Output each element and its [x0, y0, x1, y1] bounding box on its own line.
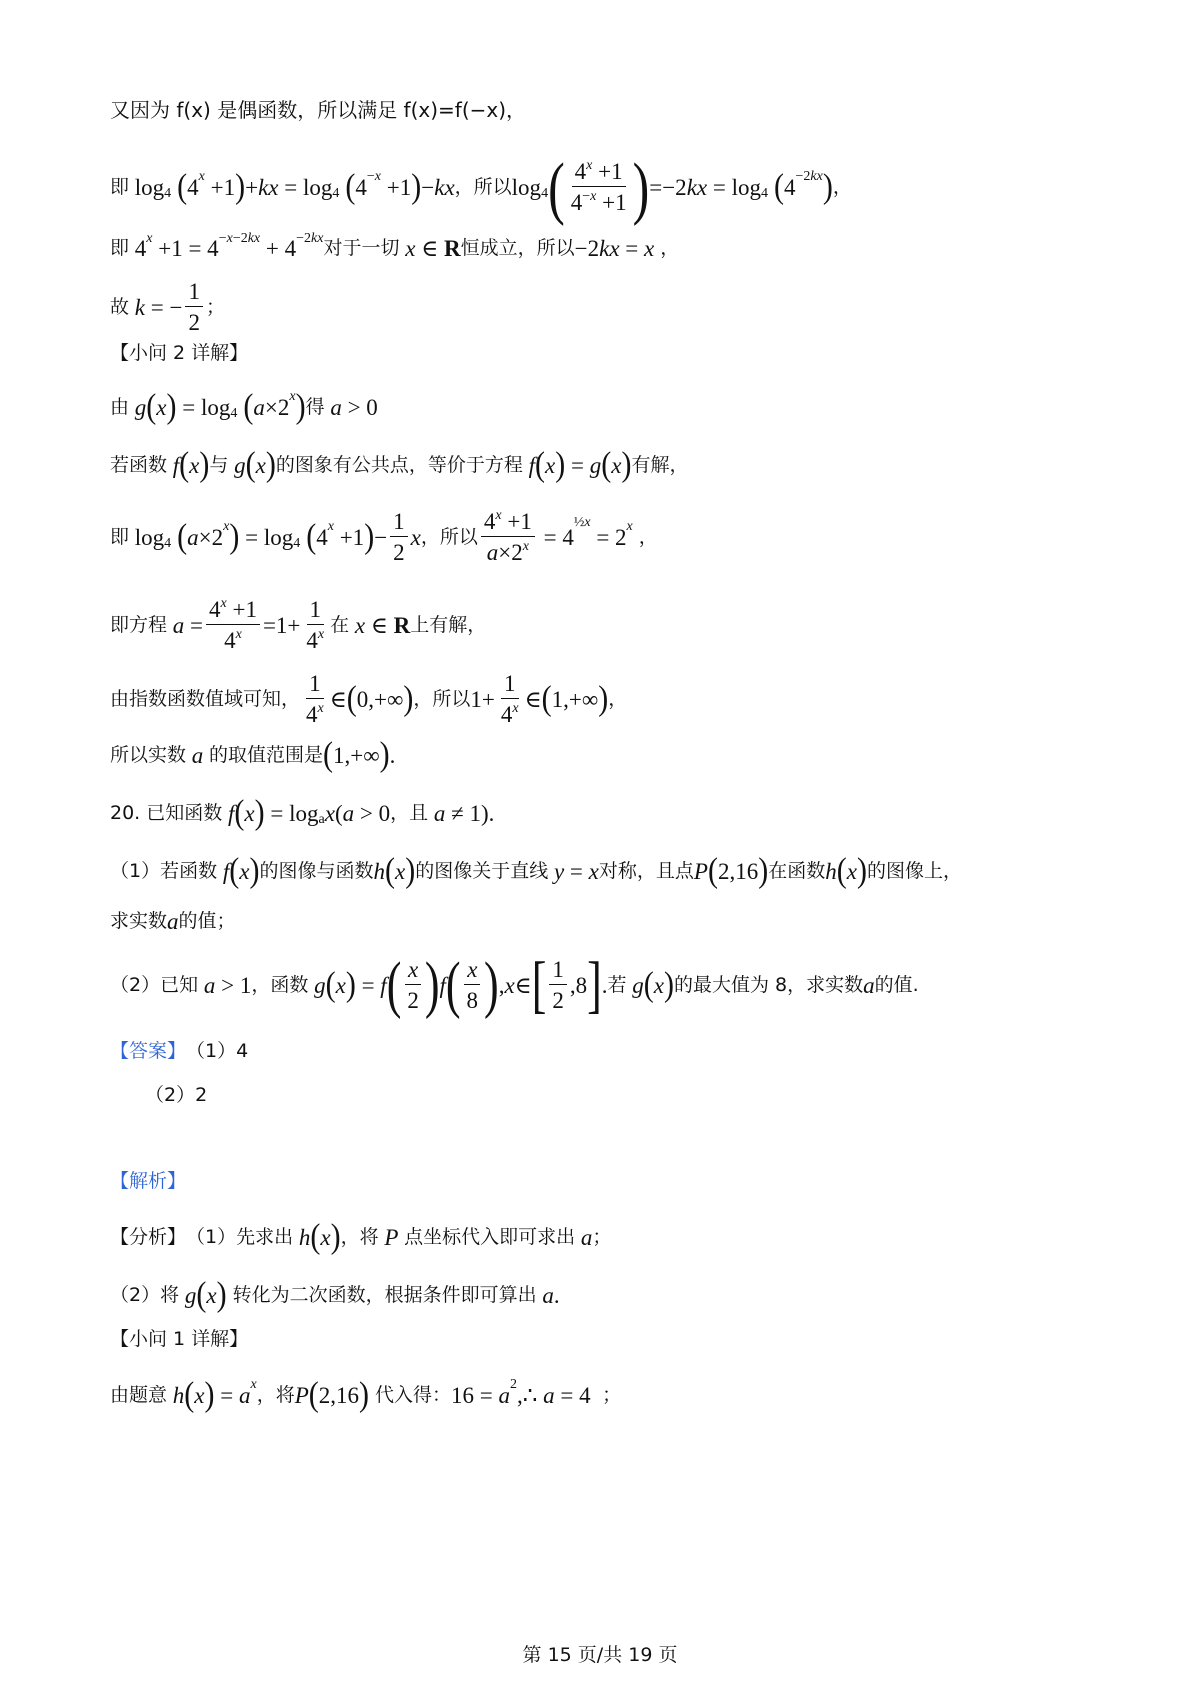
section-heading-q2: 【小问 2 详解】 [110, 342, 249, 364]
fenxi-line-1: 【分析】 （1）先求出 h ( x ) ，将 P 点坐标代入即可求出 a ； [110, 1217, 612, 1256]
text-line-range: 由指数函数值域可知， $\frac{1}{4^x}$ ∈ ( 0,+∞ ) ，所以 1+ $\frac{1}{4^x}$ ∈ ( 1,+∞ ) ， [110, 671, 628, 727]
text-line-solution-a: 由题意 h ( x ) = a x ，将 P ( 2,16 ) 代入得： 16 = a 2 ,∴ a = 4 ； [110, 1375, 622, 1414]
text-line-equation-a: 即方程 a = $\frac{4^x +1}{4^x}$ =1+ $\frac{1}{4^x}$ 在 x ∈ R 上有解， [110, 596, 487, 653]
text-line-log-transform: 即 log 4 ( a ×2 x ) = log 4 ( 4 x +1 ) − $\frac{1}{2}$ x ，所以 $\frac{4^x +1}{a\times 2^x}$ = 4 ½x = 2 x ， [110, 508, 658, 565]
text-line-k-value: 故 k = − $\frac{1}{2}$ ； [110, 279, 225, 335]
text-line-identity: 即 4 x +1 = 4 −x−2kx + 4 −2kx 对于一切 x ∈ R 恒成立，所以 −2 kx = x ， [110, 230, 680, 261]
section-heading-q1: 【小问 1 详解】 [110, 1328, 249, 1350]
text-line-log-equation: 即 log 4 ( 4 x +1 ) + kx = log 4 ( 4 −x +1 ) − kx ，所以 log 4 ( $\frac{4^x +1}{4^{-x} +1}$ ) =−2 kx = log 4 ( 4 −2kx ) ， [110, 147, 852, 227]
problem-20-statement: 20. 已知函数 f ( x ) = log a x ( a > 0 ，且 a ≠ 1). [110, 793, 495, 832]
text-line-even-function: 又因为 f(x) 是偶函数，所以满足 f(x)=f(−x)， [110, 98, 527, 122]
text-line-intersection: 若函数 f ( x ) 与 g ( x ) 的图象有公共点，等价于方程 f ( x ) = g ( x ) 有解， [110, 445, 689, 484]
text-line-conclusion-range: 所以实数 a 的取值范围是 ( 1,+∞ ) . [110, 735, 396, 774]
analysis-label-line [110, 1172, 186, 1191]
answer-1: （1）4 [186, 1040, 249, 1062]
answer-2-line [145, 1086, 207, 1105]
answer-block [110, 1042, 248, 1061]
text-line-g-domain: 由 g ( x ) = log 4 ( a ×2 x ) 得 a > 0 [110, 387, 378, 426]
fenxi-line-2: （2）将 g ( x ) 转化为二次函数，根据条件即可算出 a . [110, 1275, 560, 1314]
problem-20-sub2: （2）已知 a > 1 ，函数 g ( x ) = f ( $\frac{x}{2}$ ) f ( $\frac{x}{8}$ ) , x ∈ [ $\frac{1}{2}$ ,8 ] . 若 g ( x ) 的最大值为 8，求实数 a 的值. [110, 948, 919, 1020]
answer-2: （2）2 [145, 1084, 208, 1106]
problem-20-sub1: （1）若函数 f ( x ) 的图像与函数 h ( x ) 的图像关于直线 y = x 对称，且点 P ( 2,16 ) 在函数 h ( x ) 的图像上， [110, 851, 962, 890]
answer-label: 【答案】 [110, 1040, 187, 1062]
page-number-footer: 第 15 页/共 19 页 [522, 1644, 678, 1666]
analysis-label: 【解析】 [110, 1170, 187, 1192]
problem-20-sub1-cont: 求实数 a 的值； [110, 909, 236, 934]
